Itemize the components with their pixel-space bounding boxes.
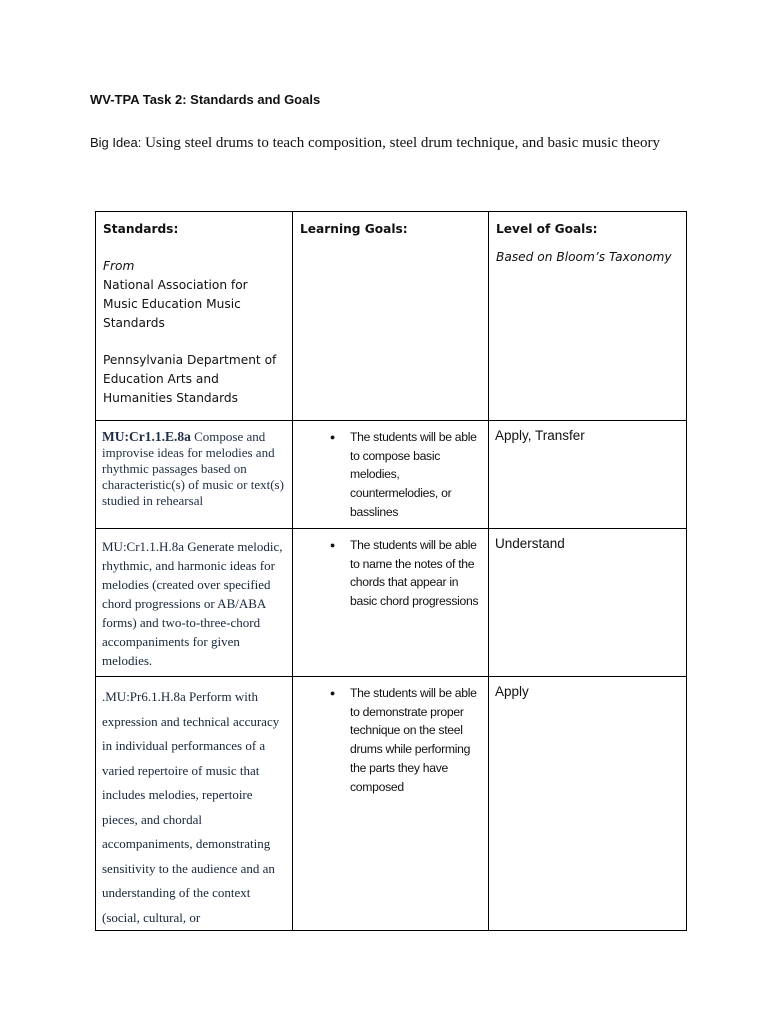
- document-title: WV-TPA Task 2: Standards and Goals: [90, 92, 321, 107]
- standard-text: Compose and improvise ideas for melodies and rhythmic passages based on characteristic(s) of music or text(s) studied in rehearsal: [102, 429, 284, 508]
- standards-source-nafme: National Association for Music Education Music Standards: [103, 278, 248, 330]
- goal-cell: [293, 677, 489, 931]
- learning-goals-header: Learning Goals:: [300, 222, 408, 236]
- level-of-goals-header: Level of Goals:: [496, 222, 598, 236]
- standard-cell: [96, 677, 293, 931]
- big-idea-text: Using steel drums to teach composition, steel drum technique, and basic music theory: [141, 135, 660, 151]
- goal-cell: [293, 421, 489, 529]
- level-text: Apply, Transfer: [495, 428, 585, 443]
- bullet-icon: ●: [329, 688, 336, 698]
- goal-text: The students will be able to compose basic melodies, countermelodies, or basslines: [350, 430, 477, 519]
- level-cell: [489, 421, 687, 529]
- standards-header-cell: [96, 212, 293, 421]
- standards-from: From: [103, 259, 135, 273]
- goal-text: The students will be able to demonstrate proper technique on the steel drums while performing the parts they have composed: [350, 686, 477, 794]
- level-text: Apply: [495, 684, 529, 699]
- goal-text: The students will be able to name the notes of the chords that appear in basic chord progressions: [350, 538, 479, 609]
- standard-text: .MU:Pr6.1.H.8a Perform with expression and technical accuracy in individual performances of a varied repertoire of music that includes melodies, repertoire pieces, and chordal accompaniments, demonstrating sensitivity to the audience and an understanding of the context (social, cultural, or: [102, 689, 280, 925]
- goal-cell: [293, 529, 489, 677]
- standards-header: Standards:: [103, 222, 179, 236]
- big-idea: [90, 131, 690, 154]
- level-header-cell: [489, 212, 687, 421]
- standards-goals-table: [95, 211, 687, 931]
- standard-cell: [96, 421, 293, 529]
- learning-goals-header-cell: [293, 212, 489, 421]
- standards-source-pa: Pennsylvania Department of Education Arts and Humanities Standards: [103, 353, 277, 405]
- table-row: [96, 677, 687, 931]
- level-cell: [489, 529, 687, 677]
- standard-code: MU:Cr1.1.E.8a: [102, 429, 191, 444]
- standard-cell: [96, 529, 293, 677]
- standard-text: MU:Cr1.1.H.8a Generate melodic, rhythmic, and harmonic ideas for melodies (created over specified chord progressions or AB/ABA forms) and two-to-three-chord accompaniments for given melodies.: [102, 539, 283, 668]
- big-idea-label: Big Idea:: [90, 135, 142, 150]
- bullet-icon: ●: [329, 540, 336, 550]
- bullet-icon: ●: [329, 432, 336, 442]
- level-cell: [489, 677, 687, 931]
- table-row: [96, 529, 687, 677]
- table-row: [96, 421, 687, 529]
- level-text: Understand: [495, 536, 565, 551]
- table-header-row: [96, 212, 687, 421]
- level-note: Based on Bloom’s Taxonomy: [496, 250, 672, 264]
